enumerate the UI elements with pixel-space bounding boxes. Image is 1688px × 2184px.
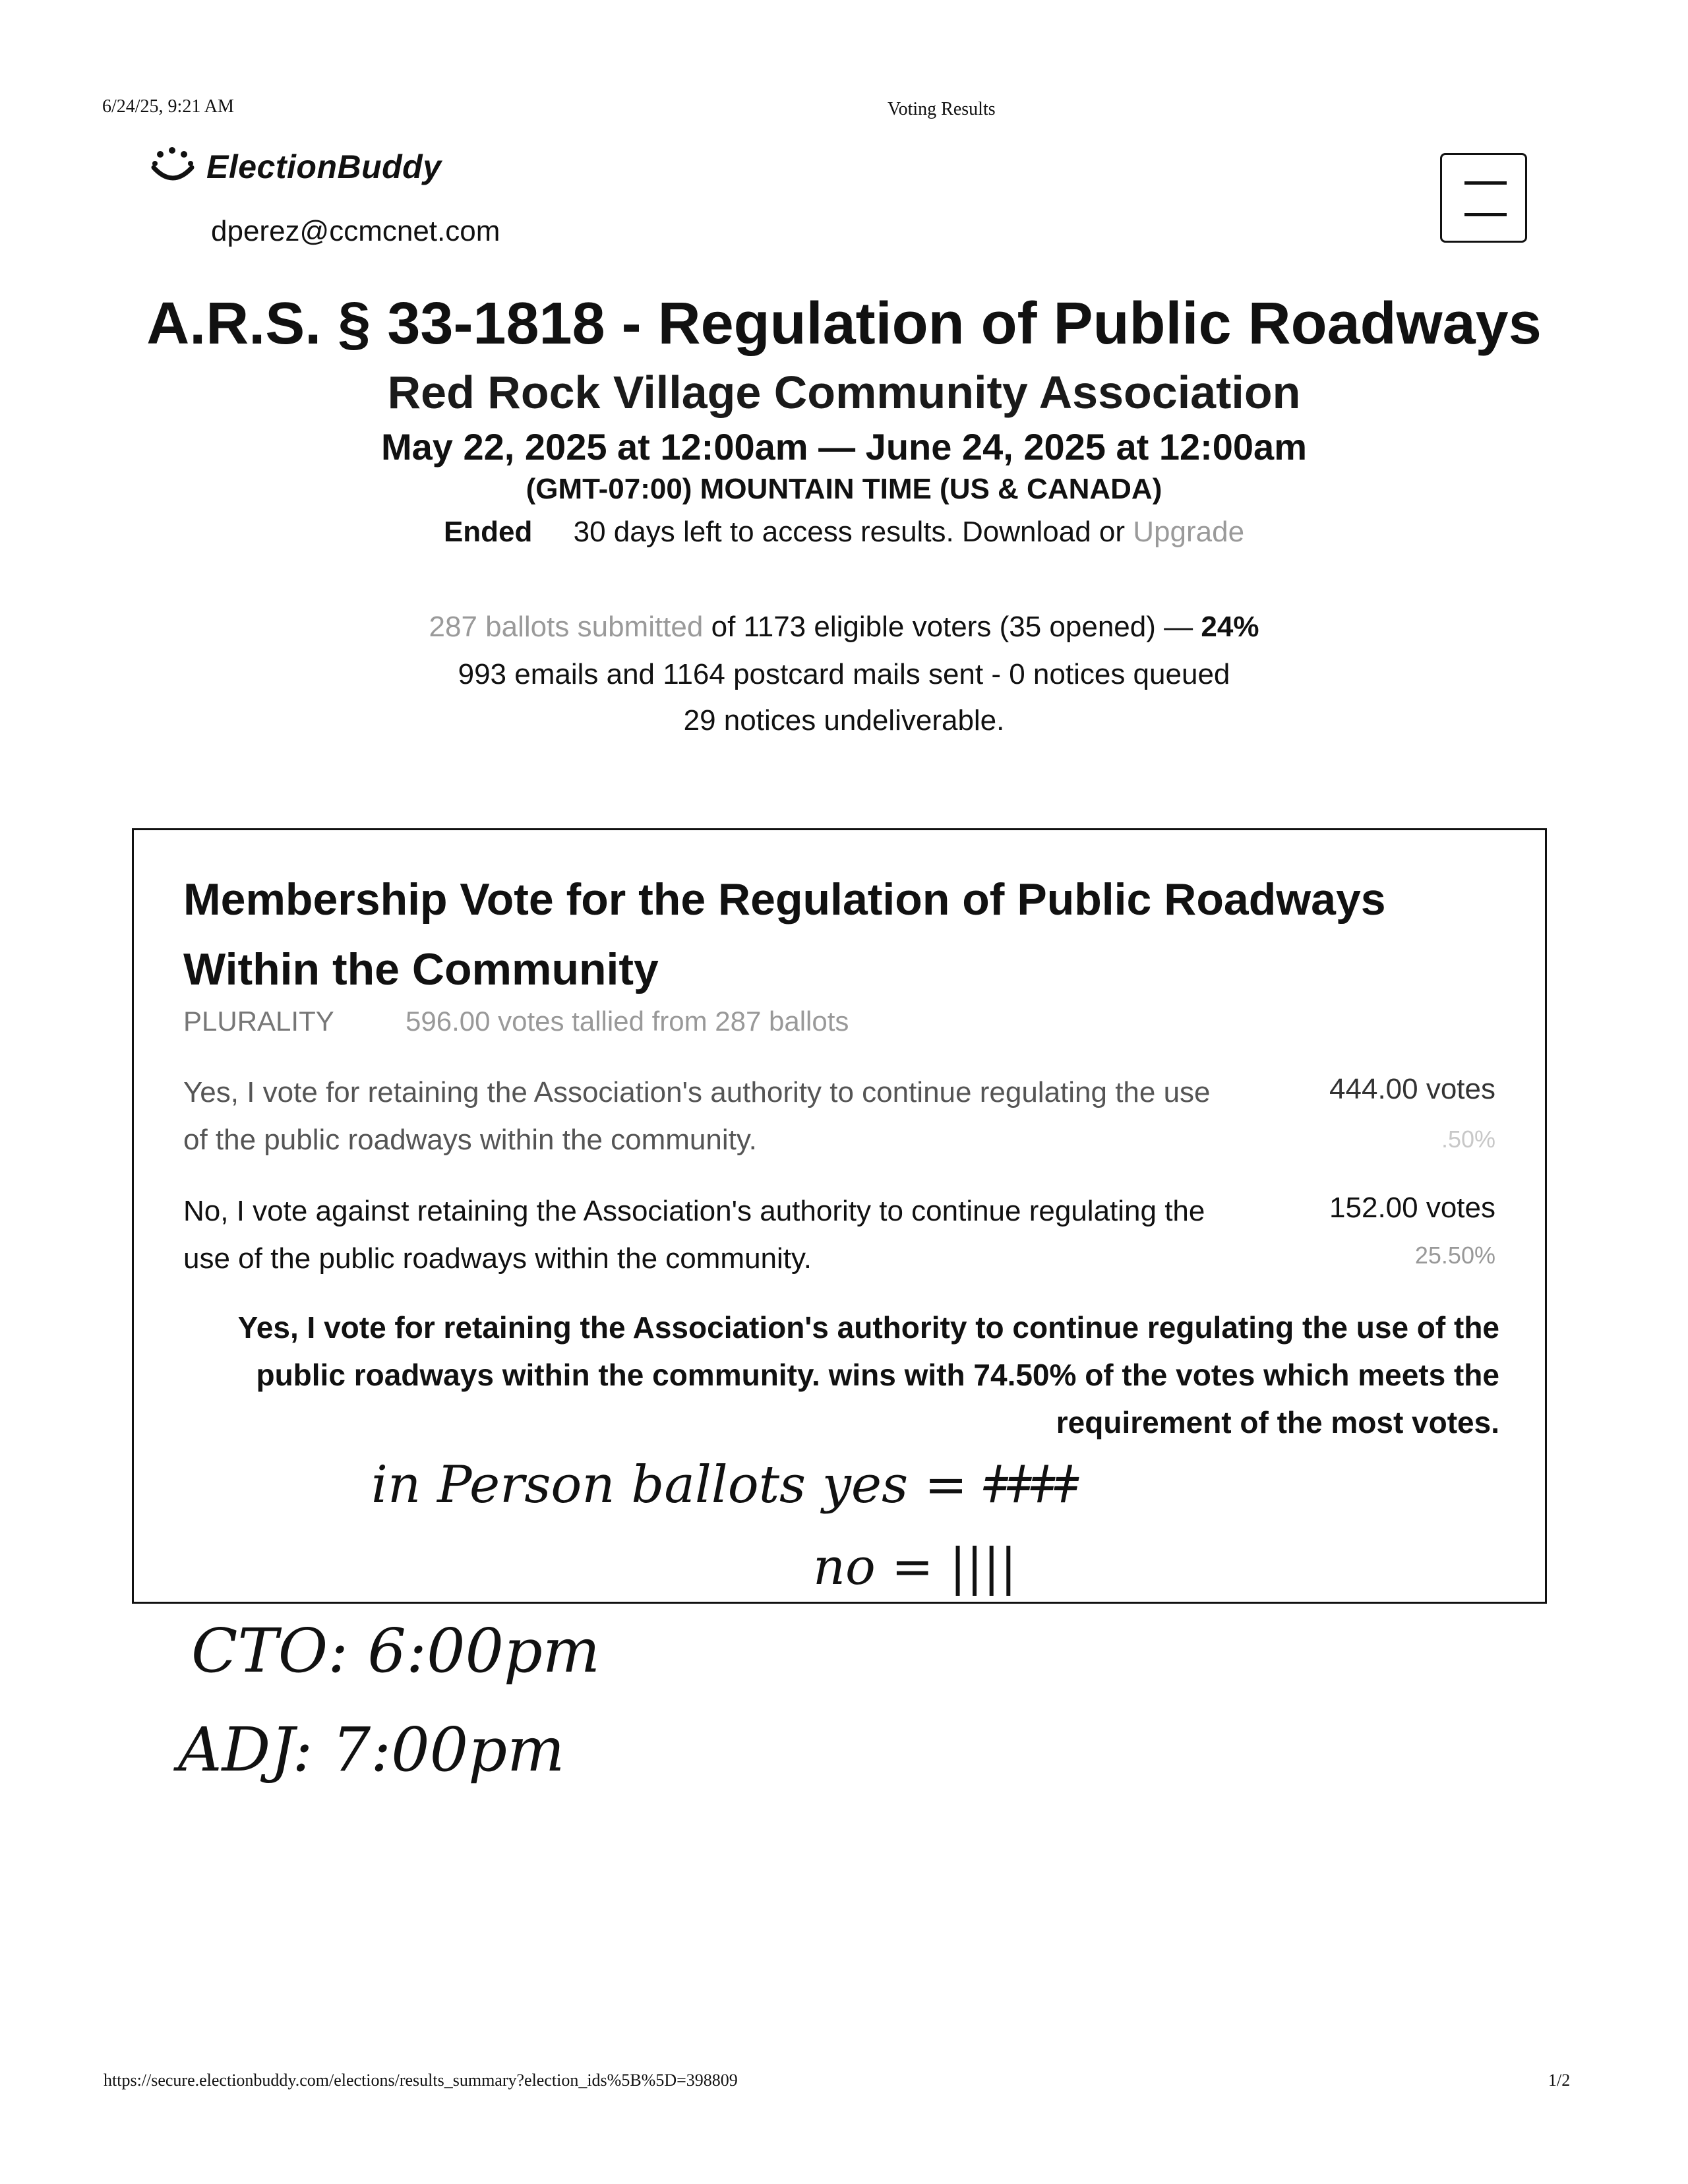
option-yes-label: Yes, I vote for retaining the Association's authority to continue regulating the use of the public roadways within the community.: [183, 1076, 1211, 1156]
election-timezone: (GMT-07:00) MOUNTAIN TIME (US & CANADA): [526, 473, 1162, 505]
print-page-title: Voting Results: [888, 99, 996, 119]
electionbuddy-logo[interactable]: [148, 145, 442, 189]
footer-page-number: 1/2: [1548, 2071, 1571, 2090]
handwritten-cto-note: CTO: 6:00pm: [191, 1616, 601, 1686]
option-yes-percent: .50%: [1441, 1126, 1495, 1153]
user-email: dperez@ccmcnet.com: [211, 215, 500, 247]
organization-name: Red Rock Village Community Association: [387, 367, 1301, 418]
undeliverable-stats: 29 notices undeliverable.: [683, 704, 1005, 737]
option-no-percent: 25.50%: [1414, 1242, 1495, 1269]
election-date-range: May 22, 2025 at 12:00am — June 24, 2025 at 12:00am: [381, 426, 1307, 468]
option-no-label: No, I vote against retaining the Association's authority to continue regulating the use of the public roadways within the community.: [183, 1195, 1205, 1275]
upgrade-link[interactable]: Upgrade: [1133, 516, 1245, 548]
option-no-votes: 152.00 votes: [1329, 1192, 1495, 1224]
handwritten-adj-note: ADJ: 7:00pm: [178, 1714, 565, 1785]
vote-question-title: Membership Vote for the Regulation of Public Roadways Within the Community: [183, 874, 1386, 994]
handwritten-no-note: no = ||||: [813, 1537, 1017, 1596]
ballot-stats: [0, 611, 1688, 644]
print-datetime: 6/24/25, 9:21 AM: [102, 96, 234, 117]
turnout-percent: 24%: [1201, 611, 1259, 643]
winner-statement: Yes, I vote for retaining the Association's authority to continue regulating the use of the public roadways within the community. wins with 74.50% of the votes which meets the requirement of the most votes.: [237, 1310, 1499, 1440]
eligible-voters-text: of 1173 eligible voters (35 opened) —: [711, 611, 1193, 643]
election-status-line: [0, 516, 1688, 549]
vote-results-card: [132, 828, 1547, 1604]
vote-method: PLURALITY: [183, 1006, 334, 1037]
menu-button[interactable]: [1440, 153, 1527, 243]
status-note: 30 days left to access results. Download or: [573, 516, 1126, 548]
handwritten-in-person-yes-note: in Person ballots yes = ǂǂǂǂ: [371, 1455, 1079, 1515]
status-badge: Ended: [443, 516, 533, 548]
footer-url: https://secure.electionbuddy.com/elections/results_summary?election_ids%5B%5D=398809: [104, 2071, 738, 2090]
option-yes-votes: 444.00 votes: [1329, 1073, 1495, 1105]
logo-text: ElectionBuddy: [206, 148, 442, 185]
mail-stats: 993 emails and 1164 postcard mails sent - 0 notices queued: [458, 658, 1230, 690]
ballots-submitted: 287 ballots submitted: [429, 611, 704, 643]
vote-tally: 596.00 votes tallied from 287 ballots: [406, 1006, 849, 1037]
election-title: A.R.S. § 33-1818 - Regulation of Public Roadways: [146, 291, 1542, 357]
hamburger-icon-bar: [1464, 213, 1507, 216]
hamburger-icon: [1464, 181, 1507, 185]
logo-mark-icon: [148, 145, 197, 189]
